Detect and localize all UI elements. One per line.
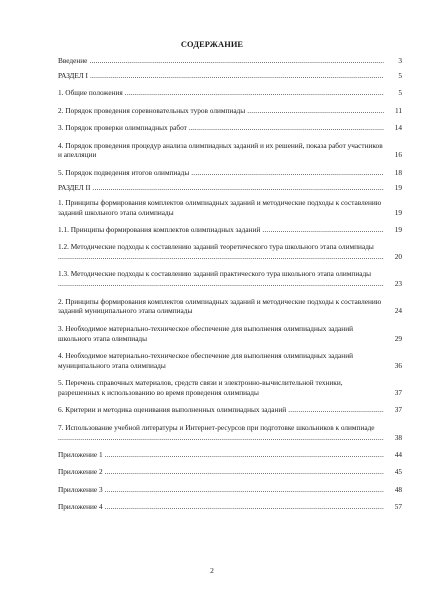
toc-entry-page: 16 bbox=[384, 150, 402, 160]
toc-entry-reference-materials[interactable] bbox=[58, 378, 402, 398]
toc-entry-text: 5. Перечень справочных материалов, средств связи и электронно-вычислительной техники, разрешенных к использованию во время проведения олимпиады ..... bbox=[58, 378, 384, 398]
toc-entry-text: 7. Использование учебной литературы и Интернет-ресурсов при подготовке школьников к олимпиаде ..... bbox=[58, 423, 384, 443]
toc-entry-text: 2. Порядок проведения соревновательных туров олимпиады ..... bbox=[58, 106, 384, 116]
toc-entry-introduction[interactable] bbox=[58, 56, 402, 66]
table-of-contents bbox=[58, 56, 402, 512]
toc-entry-page: 23 bbox=[384, 279, 402, 289]
toc-entry-page: 18 bbox=[384, 168, 402, 178]
toc-entry-literature[interactable] bbox=[58, 423, 402, 443]
toc-entry-page: 5 bbox=[384, 88, 402, 98]
toc-entry-text: 4. Порядок проведения процедур анализа олимпиадных заданий и их решений, показа работ участников и апелляции ..... bbox=[58, 141, 384, 161]
toc-entry-text: РАЗДЕЛ II ..... bbox=[58, 183, 384, 193]
toc-entry-page: 36 bbox=[384, 361, 402, 371]
toc-entry-text: 5. Порядок подведения итогов олимпиады ..... bbox=[58, 168, 384, 178]
toc-entry-school-stage-principles[interactable] bbox=[58, 198, 402, 218]
toc-entry-text: Введение ..... bbox=[58, 56, 384, 66]
toc-entry-text: Приложение 2 ..... bbox=[58, 467, 384, 477]
toc-entry-1-2[interactable] bbox=[58, 242, 402, 262]
toc-entry-appendix-4[interactable] bbox=[58, 502, 402, 512]
toc-entry-appendix-1[interactable] bbox=[58, 450, 402, 460]
toc-entry-section-2[interactable] bbox=[58, 183, 402, 193]
toc-entry-page: 5 bbox=[384, 71, 402, 81]
toc-entry-page: 37 bbox=[384, 388, 402, 398]
toc-entry-page: 44 bbox=[384, 450, 402, 460]
toc-entry-text: 1.1. Принципы формирования комплектов олимпиадных заданий ..... bbox=[58, 225, 384, 235]
toc-entry-text: 3. Необходимое материально-техническое обеспечение для выполнения олимпиадных заданий школьного этапа олимпиады ..... bbox=[58, 324, 384, 344]
toc-entry-text: Приложение 1 ..... bbox=[58, 450, 384, 460]
toc-entry-municipal-stage-principles[interactable] bbox=[58, 297, 402, 317]
toc-entry-page: 19 bbox=[384, 208, 402, 218]
toc-entry-text: 1.3. Методические подходы к составлению заданий практического тура школьного этапа олимпиады ..... bbox=[58, 269, 384, 289]
toc-entry-analysis-appeal[interactable] bbox=[58, 141, 402, 161]
toc-entry-school-equipment[interactable] bbox=[58, 324, 402, 344]
toc-entry-municipal-equipment[interactable] bbox=[58, 351, 402, 371]
toc-entry-page: 11 bbox=[384, 106, 402, 116]
toc-entry-text: 1. Принципы формирования комплектов олимпиадных заданий и методические подходы к составлению заданий школьного этапа олимпиады ..... bbox=[58, 198, 384, 218]
toc-entry-page: 38 bbox=[384, 433, 402, 443]
toc-entry-checking-works[interactable] bbox=[58, 123, 402, 133]
toc-entry-page: 20 bbox=[384, 252, 402, 262]
toc-entry-text: 1.2. Методические подходы к составлению заданий теоретического тура школьного этапа олимпиады ..... bbox=[58, 242, 384, 262]
toc-entry-page: 48 bbox=[384, 485, 402, 495]
toc-entry-evaluation-criteria[interactable] bbox=[58, 405, 402, 415]
toc-entry-page: 19 bbox=[384, 225, 402, 235]
toc-entry-page: 57 bbox=[384, 502, 402, 512]
toc-entry-page: 24 bbox=[384, 306, 402, 316]
toc-entry-text: 2. Принципы формирования комплектов олимпиадных заданий и методические подходы к составлению заданий муниципального этапа олимпиады ..... bbox=[58, 297, 384, 317]
toc-entry-page: 19 bbox=[384, 183, 402, 193]
toc-entry-page: 29 bbox=[384, 334, 402, 344]
toc-entry-competition-rounds[interactable] bbox=[58, 106, 402, 116]
toc-entry-text: Приложение 3 ..... bbox=[58, 485, 384, 495]
toc-title: СОДЕРЖАНИЕ bbox=[180, 40, 244, 49]
toc-entry-page: 14 bbox=[384, 123, 402, 133]
toc-entry-1-1[interactable] bbox=[58, 225, 402, 235]
toc-entry-text: Приложение 4 ..... bbox=[58, 502, 384, 512]
toc-entry-text: 4. Необходимое материально-техническое обеспечение для выполнения олимпиадных заданий муниципального этапа олимпиады ..... bbox=[58, 351, 384, 371]
toc-entry-text: 6. Критерии и методика оценивания выполненных олимпиадных заданий ..... bbox=[58, 405, 384, 415]
toc-entry-text: 3. Порядок проверки олимпиадных работ ..... bbox=[58, 123, 384, 133]
toc-entry-1-3[interactable] bbox=[58, 269, 402, 289]
toc-entry-page: 45 bbox=[384, 467, 402, 477]
toc-entry-results[interactable] bbox=[58, 168, 402, 178]
toc-entry-appendix-2[interactable] bbox=[58, 467, 402, 477]
toc-entry-general-provisions[interactable] bbox=[58, 88, 402, 98]
toc-entry-text: 1. Общие положения ..... bbox=[58, 88, 384, 98]
page-number: 2 bbox=[210, 566, 214, 575]
toc-entry-appendix-3[interactable] bbox=[58, 485, 402, 495]
toc-entry-text: РАЗДЕЛ I ..... bbox=[58, 71, 384, 81]
toc-entry-page: 37 bbox=[384, 405, 402, 415]
toc-entry-page: 3 bbox=[384, 56, 402, 66]
toc-entry-section-1[interactable] bbox=[58, 71, 402, 81]
